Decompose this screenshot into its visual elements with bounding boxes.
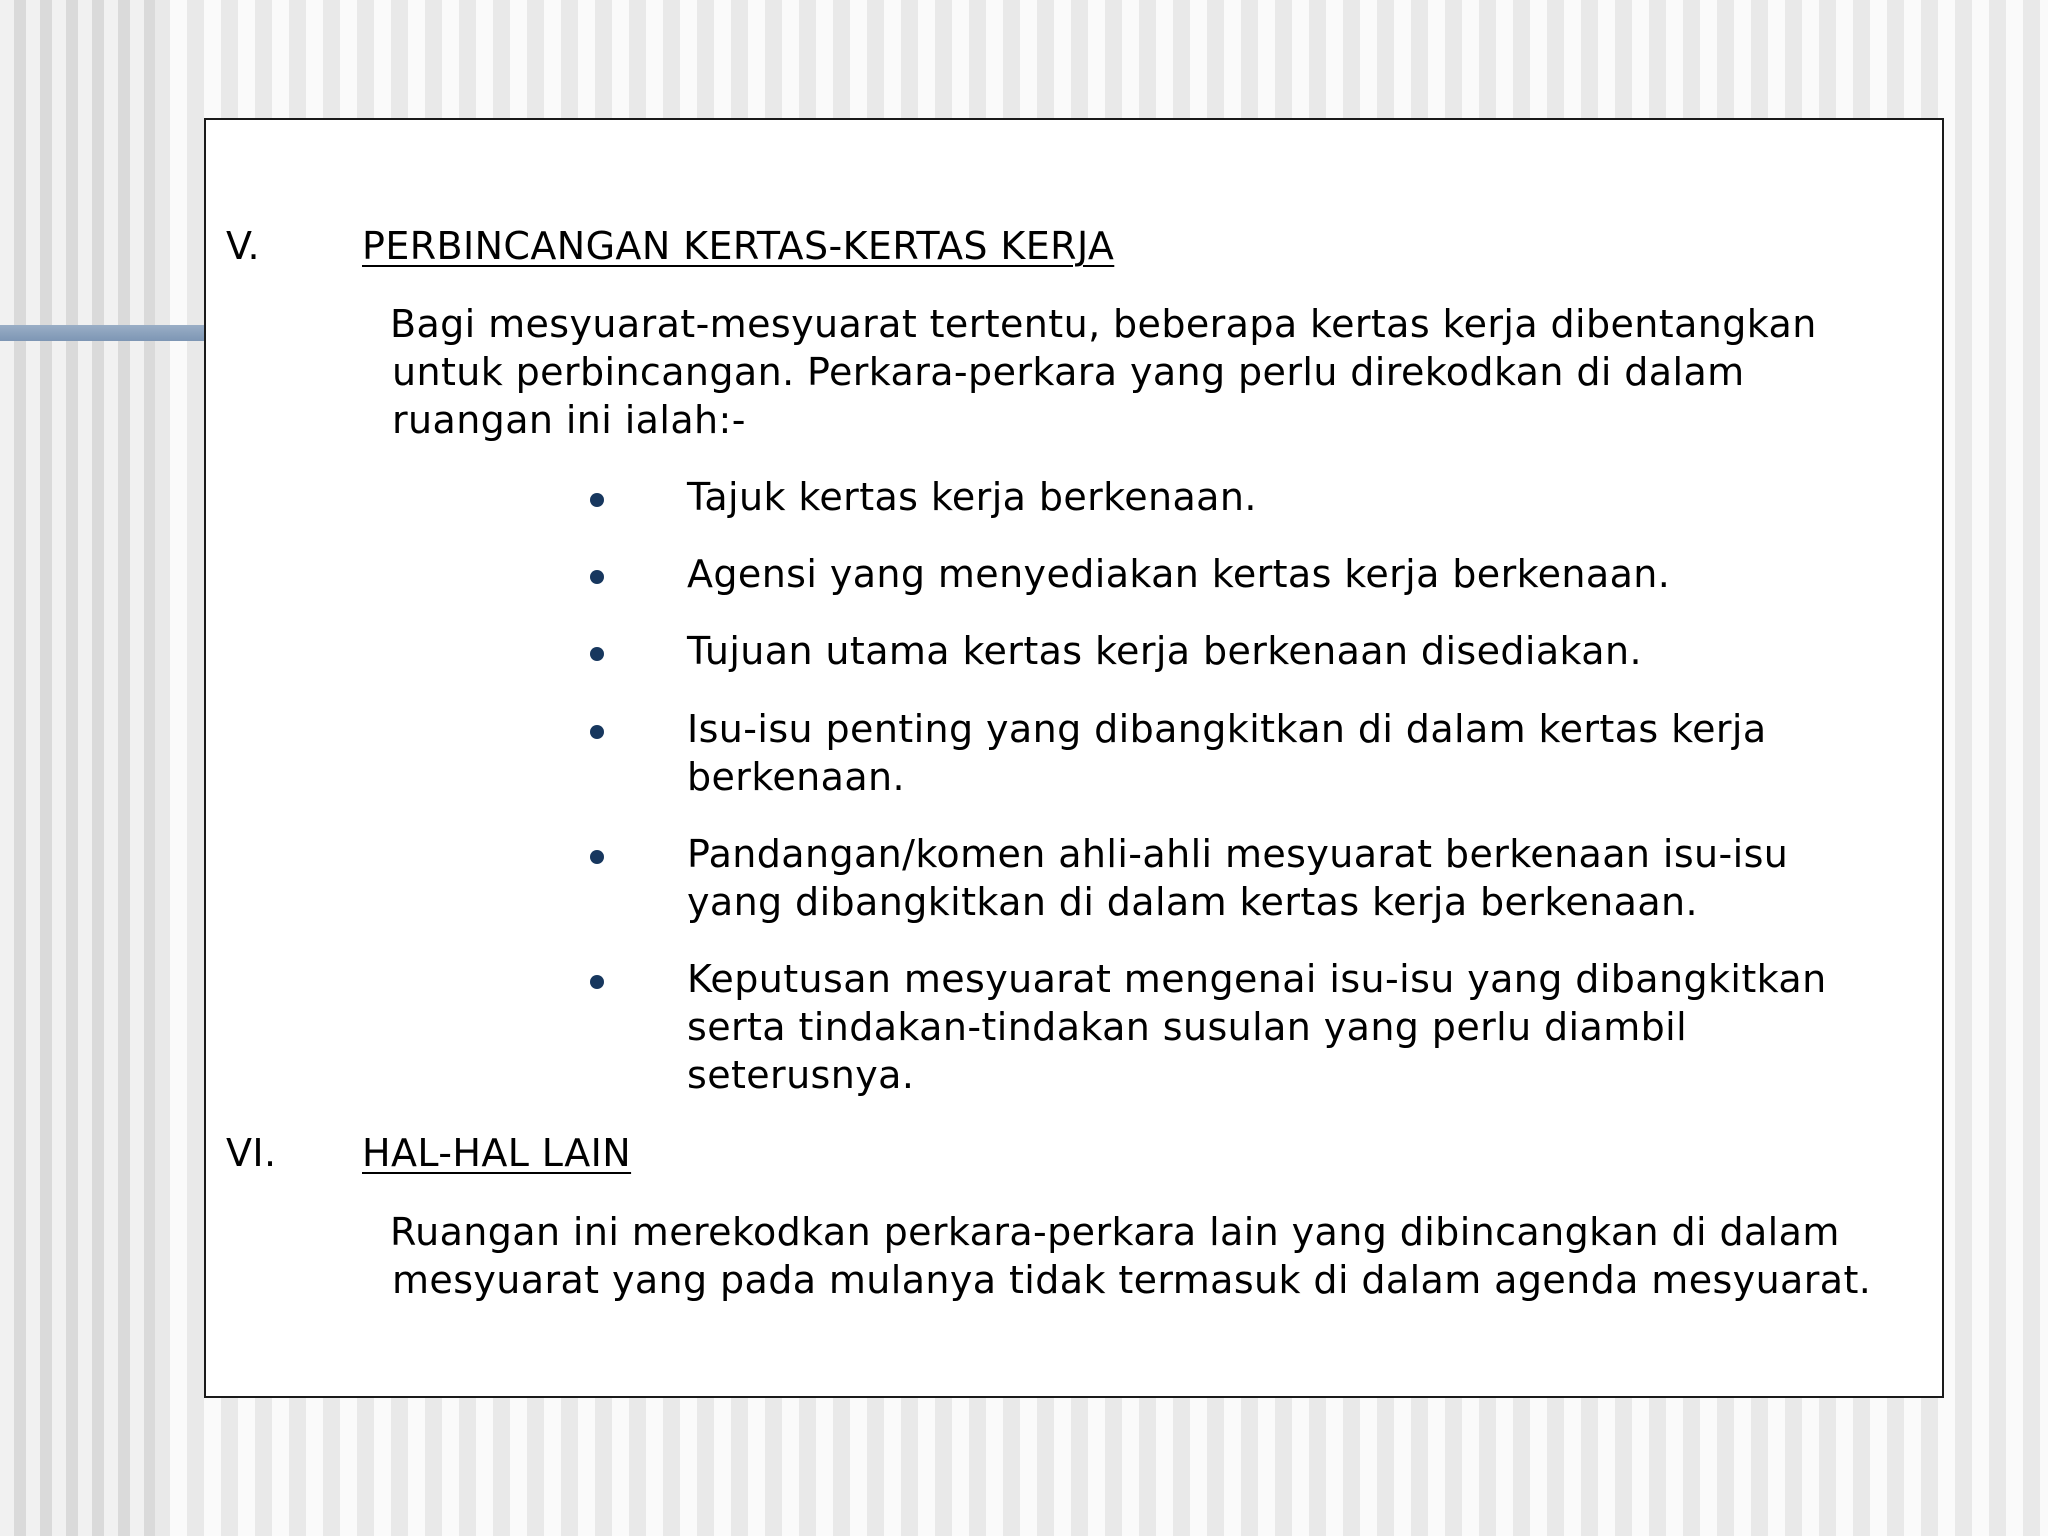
paragraph-line: Ruangan ini merekodkan perkara-perkara lain yang dibincangkan di dalam — [390, 1210, 1840, 1254]
list-item-continuation: serta tindakan-tindakan susulan yang perlu diambil — [687, 1005, 1688, 1049]
bullet-icon — [590, 570, 604, 584]
list-item-continuation: berkenaan. — [687, 755, 905, 799]
bullet-icon — [590, 493, 604, 507]
slide-content-frame — [204, 118, 1944, 1398]
background-stripes — [0, 0, 155, 1536]
list-item: Tujuan utama kertas kerja berkenaan disediakan. — [687, 629, 1642, 673]
list-item: Keputusan mesyuarat mengenai isu-isu yang dibangkitkan — [687, 957, 1827, 1001]
section-number: VI. — [226, 1131, 277, 1175]
bullet-icon — [590, 647, 604, 661]
accent-bar — [0, 325, 206, 341]
bullet-icon — [590, 975, 604, 989]
section-number: V. — [226, 224, 260, 268]
paragraph-line: untuk perbincangan. Perkara-perkara yang perlu direkodkan di dalam — [392, 350, 1745, 394]
section-heading: HAL-HAL LAIN — [362, 1131, 632, 1175]
bullet-icon — [590, 725, 604, 739]
list-item: Tajuk kertas kerja berkenaan. — [687, 475, 1257, 519]
paragraph-line: mesyuarat yang pada mulanya tidak termasuk di dalam agenda mesyuarat. — [392, 1258, 1872, 1302]
list-item-continuation: seterusnya. — [687, 1053, 915, 1097]
list-item: Pandangan/komen ahli-ahli mesyuarat berkenaan isu-isu — [687, 832, 1789, 876]
list-item: Isu-isu penting yang dibangkitkan di dalam kertas kerja — [687, 707, 1767, 751]
bullet-icon — [590, 850, 604, 864]
paragraph-line: ruangan ini ialah:- — [392, 398, 746, 442]
list-item-continuation: yang dibangkitkan di dalam kertas kerja berkenaan. — [687, 880, 1698, 924]
list-item: Agensi yang menyediakan kertas kerja berkenaan. — [687, 552, 1671, 596]
paragraph-line: Bagi mesyuarat-mesyuarat tertentu, beberapa kertas kerja dibentangkan — [390, 302, 1817, 346]
section-heading: PERBINCANGAN KERTAS-KERTAS KERJA — [362, 224, 1115, 268]
